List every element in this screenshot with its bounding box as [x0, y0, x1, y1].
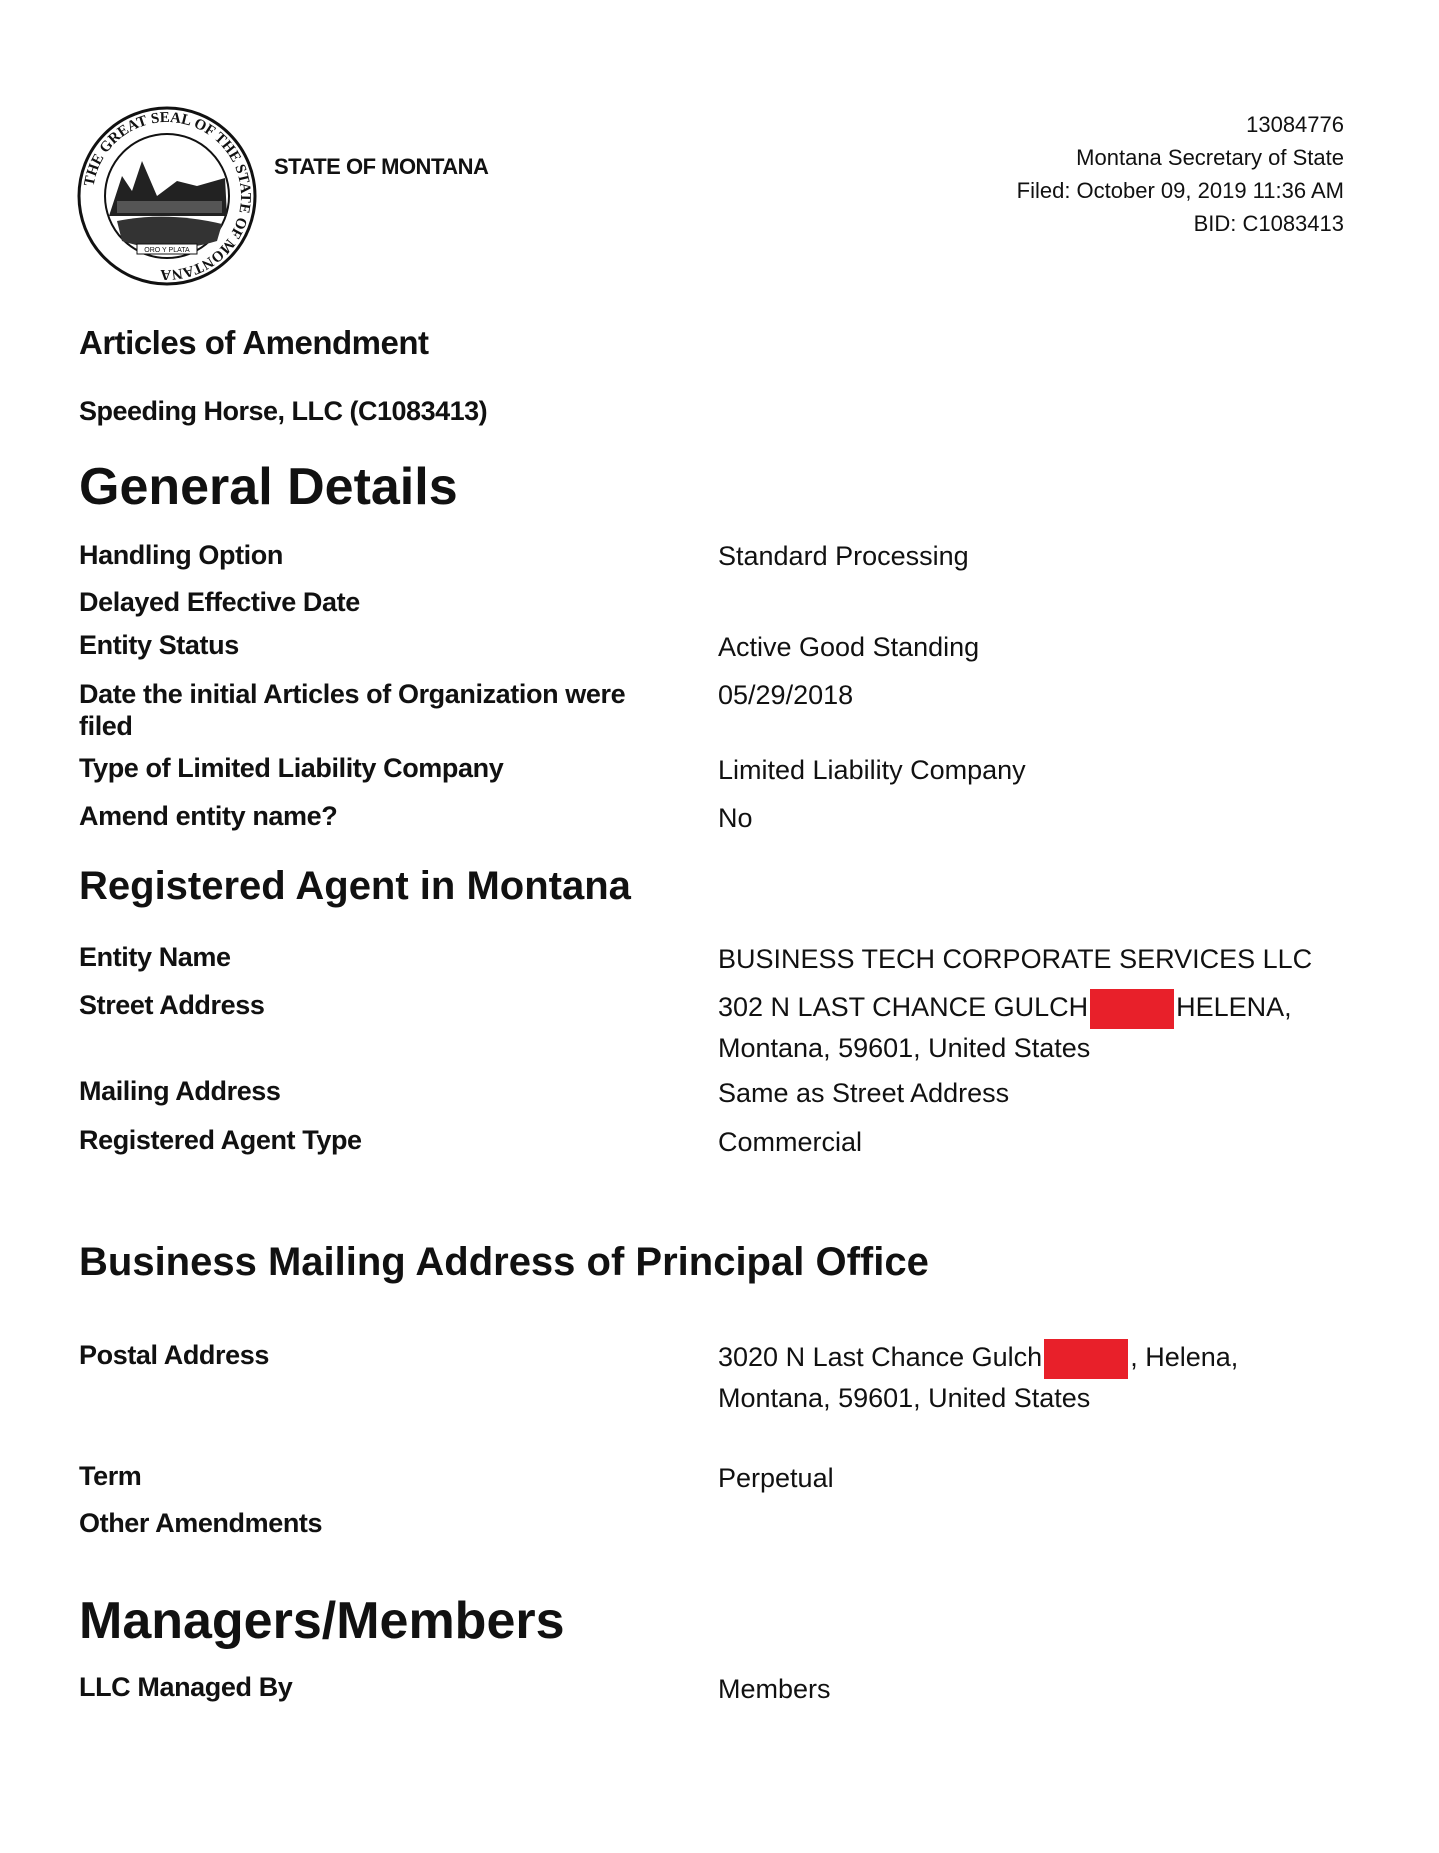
label-other-amendments: Other Amendments — [79, 1508, 323, 1538]
section-principal-office: Business Mailing Address of Principal Office — [79, 1240, 929, 1284]
state-label: STATE OF MONTANA — [274, 154, 489, 179]
label-street-address: Street Address — [79, 990, 265, 1020]
label-llc-type: Type of Limited Liability Company — [79, 753, 504, 783]
business-id: BID: C1083413 — [1193, 211, 1344, 236]
value-handling-option: Standard Processing — [718, 541, 969, 571]
label-agent-type: Registered Agent Type — [79, 1125, 362, 1155]
label-entity-status: Entity Status — [79, 630, 239, 660]
label-llc-managed-by: LLC Managed By — [79, 1672, 293, 1702]
street-city: HELENA, — [1176, 992, 1292, 1022]
value-llc-managed-by: Members — [718, 1674, 831, 1704]
postal-city: , Helena, — [1130, 1342, 1239, 1372]
label-mailing-address: Mailing Address — [79, 1076, 281, 1106]
street-line2: Montana, 59601, United States — [718, 1032, 1091, 1063]
postal-line2: Montana, 59601, United States — [718, 1382, 1091, 1413]
value-postal-address — [718, 1338, 1238, 1417]
value-llc-type: Limited Liability Company — [718, 755, 1026, 785]
svg-text:THE GREAT SEAL OF THE STATE OF: THE GREAT SEAL OF THE STATE OF MONTANA — [81, 109, 254, 283]
label-amend-entity-name: Amend entity name? — [79, 801, 338, 831]
section-general-details: General Details — [79, 458, 458, 516]
postal-line1: 3020 N Last Chance Gulch — [718, 1342, 1043, 1372]
value-amend-entity-name: No — [718, 803, 753, 833]
entity-name-title: Speeding Horse, LLC (C1083413) — [79, 396, 488, 426]
section-managers-members: Managers/Members — [79, 1592, 565, 1650]
label-postal-address: Postal Address — [79, 1340, 269, 1370]
street-line1: 302 N LAST CHANCE GULCH — [718, 992, 1089, 1022]
value-agent-entity-name: BUSINESS TECH CORPORATE SERVICES LLC — [718, 944, 1313, 974]
filing-info — [1017, 108, 1344, 240]
document-title: Articles of Amendment — [79, 324, 429, 361]
value-mailing-address: Same as Street Address — [718, 1078, 1010, 1108]
redaction-box — [1090, 989, 1174, 1029]
label-initial-articles-date: Date the initial Articles of Organization were filed — [79, 679, 626, 741]
state-seal-logo — [77, 106, 257, 286]
filing-number: 13084776 — [1246, 112, 1344, 137]
label-agent-entity-name: Entity Name — [79, 942, 231, 972]
value-agent-type: Commercial — [718, 1127, 863, 1157]
value-street-address — [718, 988, 1292, 1067]
label-handling-option: Handling Option — [79, 540, 283, 570]
value-entity-status: Active Good Standing — [718, 632, 980, 662]
value-initial-articles-date: 05/29/2018 — [718, 680, 854, 710]
label-term: Term — [79, 1461, 142, 1491]
label-delayed-effective-date: Delayed Effective Date — [79, 587, 360, 617]
section-registered-agent: Registered Agent in Montana — [79, 864, 631, 908]
redaction-box — [1044, 1339, 1128, 1379]
value-term: Perpetual — [718, 1463, 834, 1493]
filed-date: Filed: October 09, 2019 11:36 AM — [1016, 178, 1344, 203]
svg-text:ORO Y PLATA: ORO Y PLATA — [144, 247, 190, 254]
office-name: Montana Secretary of State — [1076, 145, 1344, 170]
